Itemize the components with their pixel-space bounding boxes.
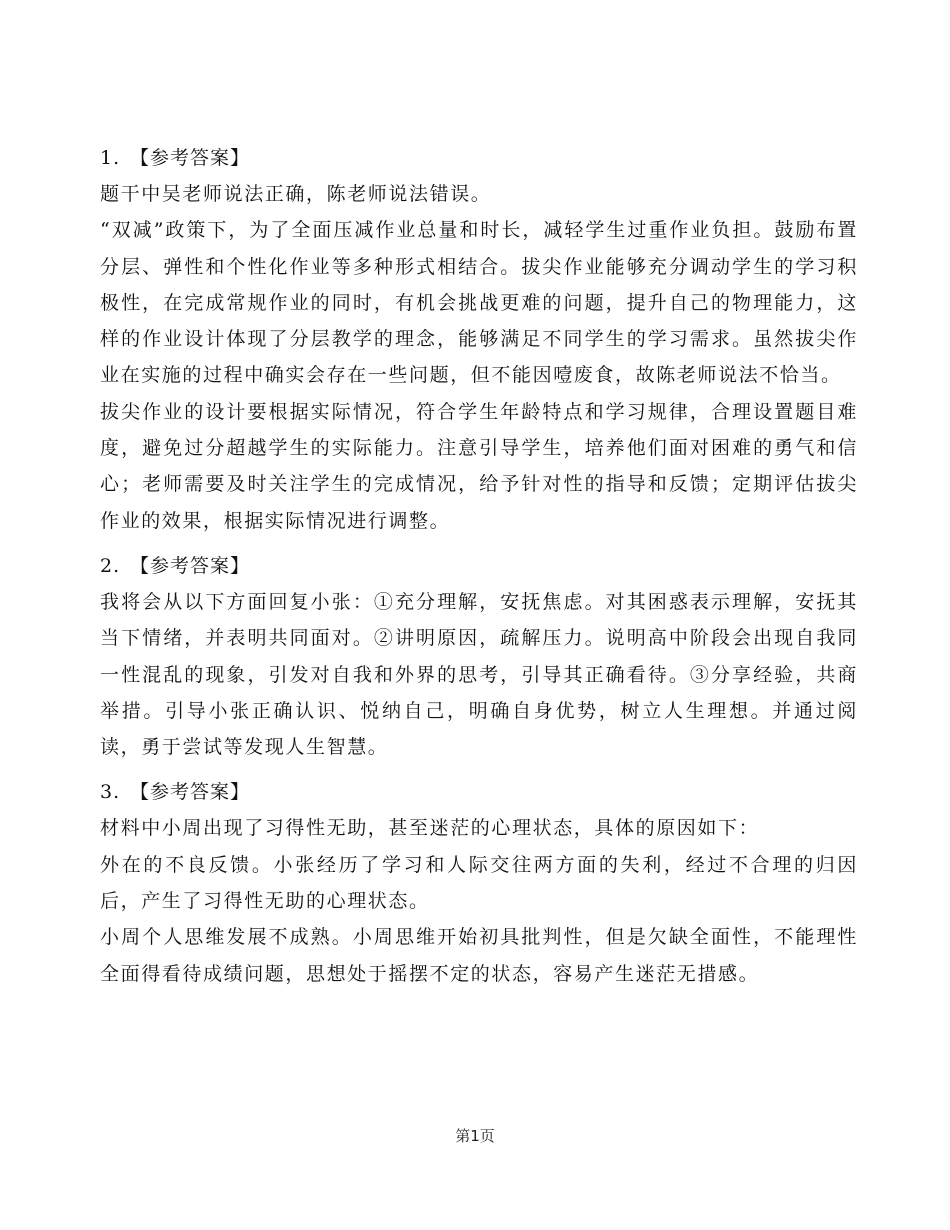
answer-content bbox=[100, 140, 858, 1001]
section-heading bbox=[100, 774, 858, 810]
answer-paragraph: 小周个人思维发展不成熟。小周思维开始初具批判性，但是欠缺全面性，不能理性全面得看待成绩问题，思想处于摇摆不定的状态，容易产生迷茫无措感。 bbox=[100, 926, 858, 985]
answer-paragraph: “双减”政策下，为了全面压减作业总量和时长，减轻学生过重作业负担。鼓励布置分层、弹性和个性化作业等多种形式相结合。拔尖作业能够充分调动学生的学习积极性，在完成常规作业的同时，有机会挑战更难的问题，提升自己的物理能力，这样的作业设计体现了分层教学的理念，能够满足不同学生的学习需求。虽然拔尖作业在实施的过程中确实会存在一些问题，但不能因噎废食，故陈老师说法不恰当。 bbox=[100, 219, 858, 387]
section-heading-label: 【参考答案】 bbox=[130, 781, 251, 804]
section-number: 1. bbox=[100, 147, 121, 169]
answer-paragraph: 我将会从以下方面回复小张：①充分理解，安抚焦虑。对其困惑表示理解，安抚其当下情绪，并表明共同面对。②讲明原因，疏解压力。说明高中阶段会出现自我同一性混乱的现象，引发对自我和外界的思考，引导其正确看待。③分享经验，共商举措。引导小张正确认识、悦纳自己，明确自身优势，树立人生理想。并通过阅读，勇于尝试等发现人生智慧。 bbox=[100, 590, 858, 759]
answer-paragraph: 题干中吴老师说法正确，陈老师说法错误。 bbox=[100, 183, 492, 205]
answer-section-1 bbox=[100, 140, 858, 539]
section-heading-label: 【参考答案】 bbox=[130, 147, 251, 169]
section-heading bbox=[100, 140, 858, 176]
answer-paragraph: 材料中小周出现了习得性无助，甚至迷茫的心理状态，具体的原因如下： bbox=[100, 817, 760, 840]
section-number: 2. bbox=[100, 554, 121, 577]
answer-paragraph: 拔尖作业的设计要根据实际情况，符合学生年龄特点和学习规律，合理设置题目难度，避免过分超越学生的实际能力。注意引导学生，培养他们面对困难的勇气和信心；老师需要及时关注学生的完成情况，给予针对性的指导和反馈；定期评估拔尖作业的效果，根据实际情况进行调整。 bbox=[100, 400, 858, 532]
section-number: 3. bbox=[100, 781, 121, 804]
section-heading bbox=[100, 548, 858, 584]
answer-paragraph: 外在的不良反馈。小张经历了学习和人际交往两方面的失利，经过不合理的归因后，产生了习得性无助的心理状态。 bbox=[100, 853, 858, 913]
section-heading-label: 【参考答案】 bbox=[130, 554, 251, 577]
answer-section-2 bbox=[100, 548, 858, 765]
page-number: 第1页 bbox=[455, 1127, 495, 1145]
answer-section-3 bbox=[100, 774, 858, 991]
